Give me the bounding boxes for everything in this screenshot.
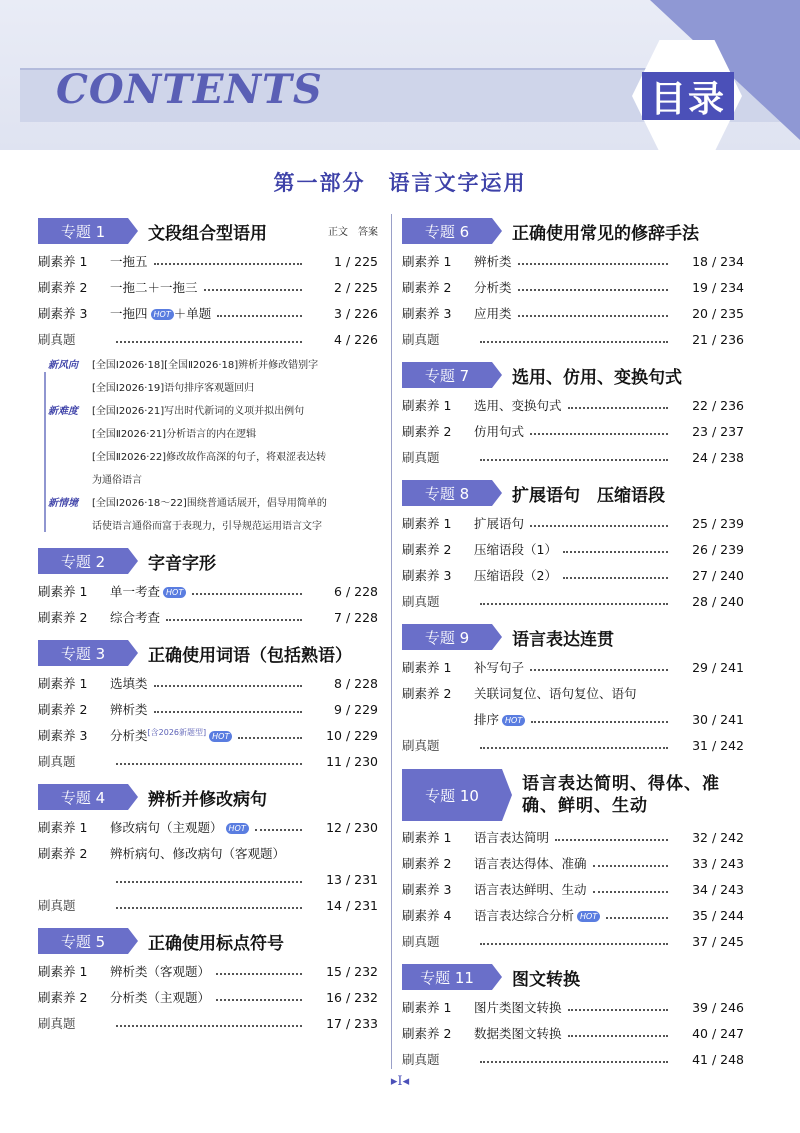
toc-entry[interactable] xyxy=(38,578,378,604)
entry-page: 16 / 232 xyxy=(326,989,378,1005)
mulu-label: 目录 xyxy=(642,72,734,120)
toc-entry[interactable] xyxy=(402,1046,744,1072)
entry-label: 刷素养 1 xyxy=(38,584,88,599)
entry-label: 刷素养 3 xyxy=(402,306,452,321)
hot-badge-icon: HOT xyxy=(226,823,249,834)
entry-page: 27 / 240 xyxy=(692,567,744,583)
dot-leader xyxy=(555,839,668,841)
entry-title xyxy=(110,304,211,322)
dot-leader xyxy=(216,973,302,975)
entry-page: 37 / 245 xyxy=(692,933,744,949)
note-line xyxy=(48,446,378,469)
column-divider xyxy=(391,214,392,1069)
right-column xyxy=(402,214,744,1072)
entry-page: 9 / 229 xyxy=(334,701,378,717)
topic-2-header xyxy=(38,544,378,578)
hot-badge-icon: HOT xyxy=(151,309,174,320)
column-header-zhengwen-daan: 正文 答案 xyxy=(328,227,378,238)
note-tag: 新情境 xyxy=(48,492,78,515)
dot-leader xyxy=(166,619,302,621)
toc-entry[interactable] xyxy=(402,418,744,444)
dot-leader xyxy=(480,341,668,343)
entry-page: 23 / 237 xyxy=(692,423,744,439)
entry-page: 34 / 243 xyxy=(692,881,744,897)
entry-title: 数据类图文转换 xyxy=(474,1026,562,1041)
toc-entry[interactable] xyxy=(402,1020,744,1046)
dot-leader xyxy=(593,865,668,867)
entry-page: 20 / 235 xyxy=(692,305,744,321)
dot-leader xyxy=(480,459,668,461)
note-text: [全国Ⅰ2026·18][全国Ⅱ2026·18]辨析并修改错别字 xyxy=(92,360,319,371)
dot-leader xyxy=(116,1025,302,1027)
dot-leader xyxy=(216,999,302,1001)
header-banner xyxy=(0,0,800,150)
entry-label: 刷素养 1 xyxy=(402,398,452,413)
toc-entry[interactable] xyxy=(402,536,744,562)
entry-page: 17 / 233 xyxy=(326,1015,378,1031)
entry-label: 刷真题 xyxy=(402,450,440,465)
toc-entry-continued[interactable] xyxy=(402,706,744,732)
toc-entry[interactable] xyxy=(38,696,378,722)
entry-page: 33 / 243 xyxy=(692,855,744,871)
toc-entry[interactable] xyxy=(38,274,378,300)
topic-badge: 专题 8 xyxy=(402,480,492,506)
entry-label: 刷素养 1 xyxy=(38,676,88,691)
topic-title: 字音字形 xyxy=(148,553,216,574)
entry-label: 刷真题 xyxy=(402,1052,440,1067)
entry-label: 刷素养 2 xyxy=(38,702,88,717)
entry-label: 刷素养 1 xyxy=(38,254,88,269)
note-text: [全国Ⅰ2026·21]写出时代新词的义项并拟出例句 xyxy=(92,406,305,417)
topic-3-header xyxy=(38,636,378,670)
toc-entry[interactable] xyxy=(402,654,744,680)
entry-page: 31 / 242 xyxy=(692,737,744,753)
entry-label: 刷真题 xyxy=(38,1016,76,1031)
entry-title xyxy=(110,818,249,836)
entry-title: 关联词复位、语句复位、语句 xyxy=(474,686,637,701)
entry-label: 刷素养 2 xyxy=(38,846,88,861)
new-type-note: [含2026新题型] xyxy=(147,727,207,737)
topic-1-header xyxy=(38,214,378,248)
toc-entry[interactable] xyxy=(402,248,744,274)
entry-page: 6 / 228 xyxy=(334,583,378,599)
entry-page: 11 / 230 xyxy=(326,753,378,769)
topic-8-header xyxy=(402,476,744,510)
topic-badge: 专题 4 xyxy=(38,784,128,810)
entry-title: 选用、变换句式 xyxy=(474,398,562,413)
entry-label: 刷真题 xyxy=(402,934,440,949)
topic-title: 辨析并修改病句 xyxy=(148,789,267,810)
topic-11-header xyxy=(402,960,744,994)
note-text: 话使语言通俗而富于表现力，引导规范运用语言文字 xyxy=(92,521,322,532)
entry-title: 应用类 xyxy=(474,306,512,321)
dot-leader xyxy=(116,907,302,909)
entry-title: 一拖五 xyxy=(110,254,148,269)
note-text: [全国Ⅰ2026·18～22]围绕普通话展开，倡导用简单的 xyxy=(92,498,327,509)
toc-entry[interactable] xyxy=(402,680,744,706)
entry-page: 39 / 246 xyxy=(692,999,744,1015)
entry-label: 刷素养 2 xyxy=(38,280,88,295)
note-line xyxy=(48,423,378,446)
entry-title xyxy=(110,582,186,600)
entry-label: 刷素养 1 xyxy=(402,830,452,845)
hot-badge-icon: HOT xyxy=(163,587,186,598)
topic-5-header xyxy=(38,924,378,958)
toc-entry[interactable] xyxy=(402,392,744,418)
dot-leader xyxy=(480,1061,668,1063)
entry-title: 扩展语句 xyxy=(474,516,525,531)
note-line xyxy=(48,377,378,400)
topic-9-header xyxy=(402,620,744,654)
topic-title: 正确使用标点符号 xyxy=(148,933,284,954)
entry-page: 24 / 238 xyxy=(692,449,744,465)
entry-title-part: 一拖四 xyxy=(110,306,148,321)
toc-entry[interactable] xyxy=(402,274,744,300)
entry-title: 压缩语段（2） xyxy=(474,568,557,583)
entry-page: 28 / 240 xyxy=(692,593,744,609)
toc-entry[interactable] xyxy=(38,958,378,984)
toc-entry[interactable] xyxy=(402,588,744,614)
entry-title: 综合考查 xyxy=(110,610,161,625)
entry-page: 13 / 231 xyxy=(326,871,378,887)
topic-title-line: 确、鲜明、生动 xyxy=(522,796,648,816)
toc-entry[interactable] xyxy=(38,722,378,748)
entry-label: 刷素养 2 xyxy=(38,990,88,1005)
topic-badge: 专题 1 xyxy=(38,218,128,244)
entry-page: 14 / 231 xyxy=(326,897,378,913)
entry-title: 选填类 xyxy=(110,676,148,691)
hot-badge-icon: HOT xyxy=(209,731,232,742)
dot-leader xyxy=(568,1009,668,1011)
toc-entry[interactable] xyxy=(402,562,744,588)
entry-label: 刷素养 2 xyxy=(402,542,452,557)
toc-entry[interactable] xyxy=(38,300,378,326)
entry-label: 刷素养 3 xyxy=(38,728,88,743)
topic-title: 正确使用词语（包括熟语） xyxy=(148,645,352,666)
left-column xyxy=(38,214,378,1036)
dot-leader xyxy=(593,891,668,893)
note-text: 为通俗语言 xyxy=(92,475,142,486)
topic-badge: 专题 10 xyxy=(402,769,502,821)
toc-entry[interactable] xyxy=(38,604,378,630)
entry-label: 刷素养 1 xyxy=(402,516,452,531)
entry-title: 辨析类 xyxy=(474,254,512,269)
entry-title xyxy=(474,906,600,924)
entry-page: 8 / 228 xyxy=(334,675,378,691)
entry-label: 刷素养 2 xyxy=(402,280,452,295)
dot-leader xyxy=(568,407,668,409)
topic-badge: 专题 11 xyxy=(402,964,492,990)
entry-page: 40 / 247 xyxy=(692,1025,744,1041)
dot-leader xyxy=(116,341,302,343)
entry-title: 辨析类 xyxy=(110,702,148,717)
entry-page: 12 / 230 xyxy=(326,819,378,835)
entry-label: 刷真题 xyxy=(38,898,76,913)
entry-title-part: ＋单题 xyxy=(173,306,212,321)
toc-entry[interactable] xyxy=(402,326,744,352)
topic-title: 正确使用常见的修辞手法 xyxy=(512,223,699,244)
dot-leader xyxy=(530,525,668,527)
toc-entry[interactable] xyxy=(402,444,744,470)
entry-label: 刷真题 xyxy=(402,738,440,753)
note-line xyxy=(48,354,378,377)
entry-title-part: 修改病句（主观题） xyxy=(110,820,223,835)
entry-title xyxy=(474,710,525,728)
entry-page: 29 / 241 xyxy=(692,659,744,675)
topic-badge: 专题 5 xyxy=(38,928,128,954)
dot-leader xyxy=(480,943,668,945)
note-text: [全国Ⅰ2026·19]语句排序客观题回归 xyxy=(92,383,255,394)
topic-6-header xyxy=(402,214,744,248)
toc-entry[interactable] xyxy=(38,326,378,352)
entry-title xyxy=(110,726,232,744)
entry-title: 辨析病句、修改病句（客观题） xyxy=(110,846,286,861)
entry-page: 26 / 239 xyxy=(692,541,744,557)
topic-10-header xyxy=(402,766,744,824)
dot-leader xyxy=(563,577,668,579)
dot-leader xyxy=(154,711,302,713)
entry-title: 分析类 xyxy=(474,280,512,295)
entry-label: 刷素养 4 xyxy=(402,908,452,923)
hot-badge-icon: HOT xyxy=(502,715,525,726)
topic-7-header xyxy=(402,358,744,392)
entry-title: 分析类（主观题） xyxy=(110,990,211,1005)
entry-label: 刷素养 3 xyxy=(402,568,452,583)
dot-leader xyxy=(518,263,668,265)
entry-label: 刷真题 xyxy=(402,594,440,609)
entry-title: 语言表达简明 xyxy=(474,830,550,845)
toc-entry[interactable] xyxy=(38,670,378,696)
entry-page: 10 / 229 xyxy=(326,727,378,743)
toc-entry[interactable] xyxy=(402,510,744,536)
entry-label: 刷素养 1 xyxy=(402,254,452,269)
dot-leader xyxy=(238,737,302,739)
dot-leader xyxy=(606,917,668,919)
entry-page: 4 / 226 xyxy=(334,331,378,347)
part-title: 第一部分 语言文字运用 xyxy=(273,170,527,195)
entry-title-part: 单一考查 xyxy=(110,584,161,599)
dot-leader xyxy=(480,747,668,749)
toc-entry[interactable] xyxy=(38,814,378,840)
entry-title: 补写句子 xyxy=(474,660,525,675)
toc-entry[interactable] xyxy=(38,892,378,918)
note-line xyxy=(48,469,378,492)
toc-entry-continued[interactable] xyxy=(38,866,378,892)
entry-label: 刷素养 1 xyxy=(402,1000,452,1015)
dot-leader xyxy=(480,603,668,605)
entry-page: 22 / 236 xyxy=(692,397,744,413)
entry-page: 32 / 242 xyxy=(692,829,744,845)
entry-title: 图片类图文转换 xyxy=(474,1000,562,1015)
dot-leader xyxy=(116,881,302,883)
topic-title: 选用、仿用、变换句式 xyxy=(512,367,682,388)
entry-label: 刷素养 1 xyxy=(38,820,88,835)
entry-label: 刷素养 1 xyxy=(38,964,88,979)
entry-label: 刷素养 2 xyxy=(402,686,452,701)
entry-label: 刷真题 xyxy=(402,332,440,347)
entry-title: 一拖二＋一拖三 xyxy=(110,280,198,295)
dot-leader xyxy=(568,1035,668,1037)
topic-badge: 专题 6 xyxy=(402,218,492,244)
dot-leader xyxy=(255,829,302,831)
dot-leader xyxy=(518,289,668,291)
topic-4-header xyxy=(38,780,378,814)
dot-leader xyxy=(204,289,302,291)
note-tag: 新风向 xyxy=(48,354,78,377)
topic-badge: 专题 9 xyxy=(402,624,492,650)
entry-title-part: 排序 xyxy=(474,712,500,727)
toc-entry[interactable] xyxy=(402,732,744,758)
entry-title: 语言表达鲜明、生动 xyxy=(474,882,587,897)
dot-leader xyxy=(530,669,668,671)
contents-heading: CONTENTS xyxy=(56,66,323,113)
entry-title-part: 分析类 xyxy=(110,728,148,743)
entry-page: 15 / 232 xyxy=(326,963,378,979)
dot-leader xyxy=(563,551,668,553)
note-tag: 新难度 xyxy=(48,400,78,423)
toc-entry[interactable] xyxy=(38,1010,378,1036)
toc-entry[interactable] xyxy=(402,928,744,954)
entry-page: 3 / 226 xyxy=(334,305,378,321)
entry-label: 刷素养 3 xyxy=(38,306,88,321)
entry-page: 21 / 236 xyxy=(692,331,744,347)
topic-badge: 专题 7 xyxy=(402,362,492,388)
toc-entry[interactable] xyxy=(402,994,744,1020)
entry-page: 2 / 225 xyxy=(334,279,378,295)
dot-leader xyxy=(518,315,668,317)
topic-badge: 专题 3 xyxy=(38,640,128,666)
entry-title-part: 语言表达综合分析 xyxy=(474,908,575,923)
entry-title: 压缩语段（1） xyxy=(474,542,557,557)
zhenti-notes xyxy=(38,354,378,538)
entry-page: 18 / 234 xyxy=(692,253,744,269)
entry-page: 35 / 244 xyxy=(692,907,744,923)
toc-entry[interactable] xyxy=(38,748,378,774)
entry-page: 30 / 241 xyxy=(692,711,744,727)
topic-title: 文段组合型语用 xyxy=(148,223,267,244)
note-line xyxy=(48,400,378,423)
entry-label: 刷素养 1 xyxy=(402,660,452,675)
page-number: ▸I◂ xyxy=(390,1074,410,1089)
topic-title: 图文转换 xyxy=(512,969,580,990)
toc-entry[interactable] xyxy=(402,300,744,326)
toc-entry[interactable] xyxy=(402,876,744,902)
entry-page: 41 / 248 xyxy=(692,1051,744,1067)
entry-title: 辨析类（客观题） xyxy=(110,964,211,979)
topic-badge: 专题 2 xyxy=(38,548,128,574)
entry-label: 刷素养 2 xyxy=(402,424,452,439)
entry-page: 25 / 239 xyxy=(692,515,744,531)
dot-leader xyxy=(531,721,668,723)
dot-leader xyxy=(116,763,302,765)
entry-page: 19 / 234 xyxy=(692,279,744,295)
entry-label: 刷素养 2 xyxy=(38,610,88,625)
entry-label: 刷素养 2 xyxy=(402,856,452,871)
topic-title xyxy=(522,773,720,817)
note-text: [全国Ⅱ2026·22]修改故作高深的句子，将艰涩表达转 xyxy=(92,452,327,463)
dot-leader xyxy=(530,433,668,435)
topic-title-line: 语言表达简明、得体、准 xyxy=(522,774,720,794)
toc-entry[interactable] xyxy=(402,850,744,876)
note-line xyxy=(48,515,378,538)
entry-page: 7 / 228 xyxy=(334,609,378,625)
note-line xyxy=(48,492,378,515)
topic-title: 扩展语句 压缩语段 xyxy=(512,485,665,506)
toc-entry[interactable] xyxy=(402,902,744,928)
toc-entry[interactable] xyxy=(38,840,378,866)
dot-leader xyxy=(154,263,302,265)
entry-label: 刷真题 xyxy=(38,332,76,347)
entry-page: 1 / 225 xyxy=(334,253,378,269)
bracket-line xyxy=(44,372,46,532)
note-text: [全国Ⅱ2026·21]分析语言的内在逻辑 xyxy=(92,429,257,440)
toc-entry[interactable] xyxy=(38,984,378,1010)
dot-leader xyxy=(192,593,302,595)
dot-leader xyxy=(154,685,302,687)
hot-badge-icon: HOT xyxy=(577,911,600,922)
entry-title: 语言表达得体、准确 xyxy=(474,856,587,871)
toc-entry[interactable] xyxy=(38,248,378,274)
topic-title: 语言表达连贯 xyxy=(512,629,614,650)
entry-label: 刷素养 2 xyxy=(402,1026,452,1041)
entry-label: 刷素养 3 xyxy=(402,882,452,897)
entry-title: 仿用句式 xyxy=(474,424,525,439)
toc-entry[interactable] xyxy=(402,824,744,850)
dot-leader xyxy=(217,315,302,317)
entry-label: 刷真题 xyxy=(38,754,76,769)
